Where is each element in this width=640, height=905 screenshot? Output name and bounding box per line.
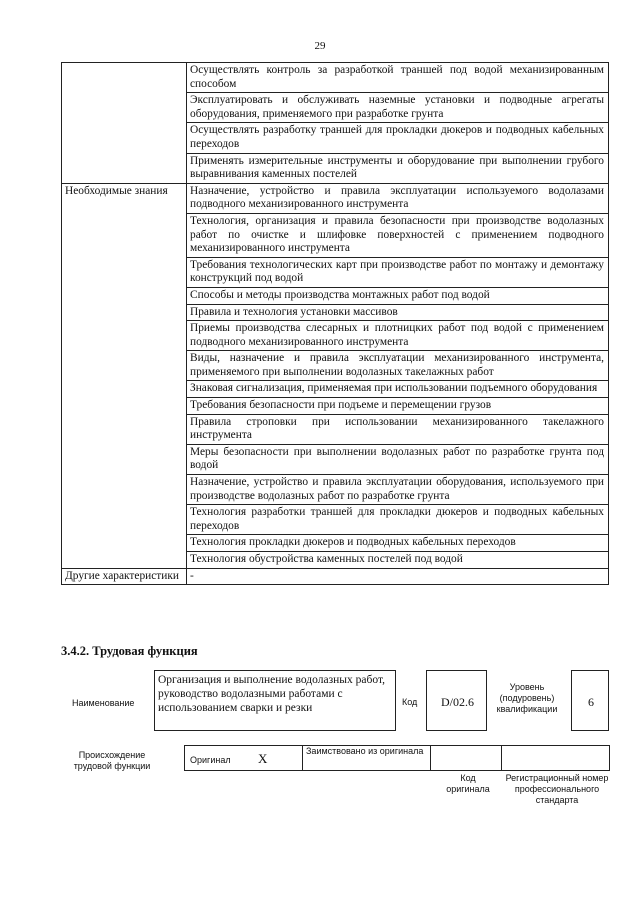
name-label: Наименование — [72, 698, 135, 708]
row-text: Назначение, устройство и правила эксплуатации используемого водолазами подводного механизированного инструмента — [187, 183, 609, 213]
level-box — [571, 670, 609, 731]
table-row — [62, 568, 609, 585]
row-text: Эксплуатировать и обслуживать наземные установки и подводные агрегаты оборудования, применяемого при разработке грунта — [187, 93, 609, 123]
code-value: D/02.6 — [441, 695, 474, 709]
row-text: Осуществлять контроль за разработкой траншей под водой механизированным способом — [187, 63, 609, 93]
row-group-label: Другие характеристики — [62, 568, 187, 585]
knowledge-skills-table — [61, 62, 609, 585]
code-original-caption: Код оригинала — [446, 773, 490, 794]
row-text: Применять измерительные инструменты и оборудование при выполнении грубого выравнивания каменных постелей — [187, 153, 609, 183]
row-text: Осуществлять разработку траншей для прокладки дюкеров и подводных кабельных переходов — [187, 123, 609, 153]
origin-label: Происхождение трудовой функции — [73, 750, 151, 771]
original-label: Оригинал — [190, 755, 231, 765]
row-text: Виды, назначение и правила эксплуатации механизированного инструмента, применяемого при выполнении водолазных такелажных работ — [187, 351, 609, 381]
row-text: Требования технологических карт при производстве работ по монтажу и демонтажу конструкций под водой — [187, 257, 609, 287]
level-label: Уровень (подуровень) квалификации — [496, 682, 558, 714]
row-text: Технология обустройства каменных постелей под водой — [187, 552, 609, 569]
registration-number-caption: Регистрационный номер профессионального стандарта — [505, 773, 609, 805]
function-name-value: Организация и выполнение водолазных работ, руководство водолазными работами с использованием сварки и резки — [158, 674, 385, 714]
row-text: Технология прокладки дюкеров и подводных кабельных переходов — [187, 535, 609, 552]
row-group-label: Необходимые знания — [62, 183, 187, 568]
row-text: Правила и технология установки массивов — [187, 304, 609, 321]
row-text: - — [187, 568, 609, 585]
borrowed-label: Заимствовано из оригинала — [306, 746, 424, 756]
row-text: Правила строповки при использовании механизированного такелажного инструмента — [187, 414, 609, 444]
code-label: Код — [402, 697, 418, 707]
row-text: Назначение, устройство и правила эксплуатации оборудования, используемого при производстве водолазных работ по разработке грунта — [187, 475, 609, 505]
level-value: 6 — [588, 695, 594, 709]
row-text: Способы и методы производства монтажных работ под водой — [187, 287, 609, 304]
row-text: Знаковая сигнализация, применяемая при использовании подъемного оборудования — [187, 381, 609, 398]
row-text: Приемы производства слесарных и плотницких работ под водой с применением подводного механизированного инструмента — [187, 321, 609, 351]
table-row — [62, 63, 609, 93]
row-text: Меры безопасности при выполнении водолазных работ по разработке грунта под водой — [187, 444, 609, 474]
section-title: 3.4.2. Трудовая функция — [61, 644, 198, 658]
row-text: Требования безопасности при подъеме и перемещении грузов — [187, 398, 609, 415]
row-group-label — [62, 63, 187, 184]
table-row — [62, 183, 609, 213]
code-box — [426, 670, 487, 731]
row-text: Технология разработки траншей для прокладки дюкеров и подводных кабельных переходов — [187, 505, 609, 535]
page-number: 29 — [314, 40, 326, 52]
original-mark: X — [258, 751, 268, 766]
row-text: Технология, организация и правила безопасности при производстве водолазных работ по очистке и шлифовке поверхностей с применением подводного механизированного инструмента — [187, 213, 609, 257]
function-name-box — [154, 670, 396, 731]
